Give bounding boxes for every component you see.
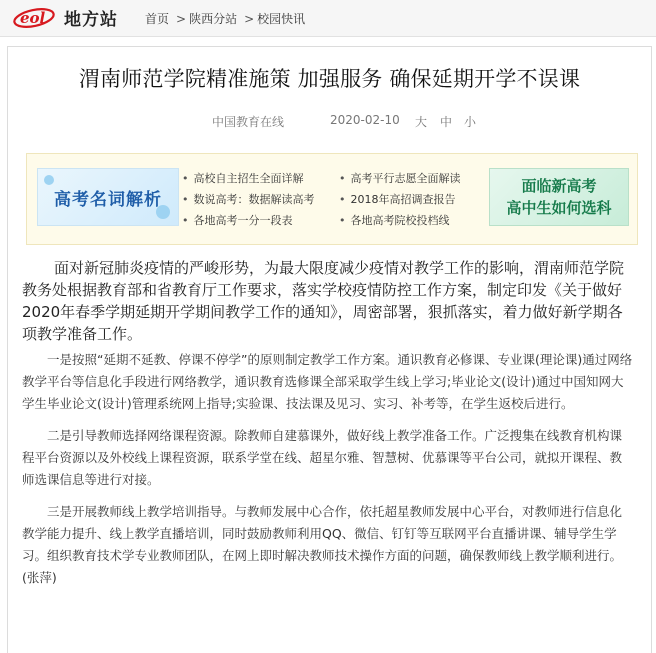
logo-text: 地方站 (64, 9, 118, 30)
promo-link[interactable]: • 各地高考一分一段表 (182, 210, 342, 231)
article-source: 中国教育在线 (212, 115, 285, 129)
promo-link[interactable]: • 2018年高招调查报告 (339, 189, 499, 210)
promo-left-text: 高考名词解析 (54, 190, 162, 210)
promo-link[interactable]: • 数说高考：数据解读高考 (182, 189, 342, 210)
promo-right-banner[interactable] (489, 168, 629, 226)
breadcrumb-campus-news[interactable]: 校园快讯 (257, 12, 306, 26)
site-logo[interactable] (12, 6, 118, 28)
breadcrumb-home[interactable]: 首页 (145, 12, 170, 26)
eol-logo-icon (12, 6, 60, 28)
promo-left-banner[interactable] (37, 168, 179, 226)
promo-banner (26, 153, 638, 245)
font-size-large-button[interactable]: 大 (415, 115, 428, 129)
promo-link[interactable]: • 高校自主招生全面详解 (182, 168, 342, 189)
promo-link[interactable]: • 各地高考院校投档线 (339, 210, 499, 231)
article-paragraph: 三是开展教师线上教学培训指导。与教师发展中心合作，依托超星教师发展中心平台，对教师进行信息化教学能力提升、线上教学直播培训，同时鼓励教师利用QQ、微信、钉钉等互联网平台直播讲课、辅导学生学习。组织教育技术学专业教师团队，在网上即时解决教师技术操作方面的问题，确保教师线上教学顺利进行。(张萍) (22, 504, 623, 585)
breadcrumb-separator: > (244, 12, 255, 26)
article-body (22, 257, 634, 589)
article-title: 渭南师范学院精准施策 加强服务 确保延期开学不误课 (78, 67, 581, 91)
promo-link[interactable]: • 高考平行志愿全面解读 (339, 168, 499, 189)
promo-links-column-1 (182, 168, 342, 231)
breadcrumb (145, 10, 308, 27)
breadcrumb-shaanxi[interactable]: 陕西分站 (189, 12, 238, 26)
promo-links-column-2 (339, 168, 499, 231)
article-date: 2020-02-10 (330, 113, 400, 127)
promo-right-line-2: 高中生如何选科 (506, 199, 612, 217)
breadcrumb-separator: > (176, 12, 187, 26)
article-card (7, 46, 652, 653)
article-paragraph: 面对新冠肺炎疫情的严峻形势，为最大限度减少疫情对教学工作的影响，渭南师范学院教务处根据教育部和省教育厅工作要求，落实学校疫情防控工作方案，制定印发《关于做好2020年春季学期延期开学期间教学工作的通知》，周密部署，狠抓落实，着力做好新学期各项教学准备工作。 (22, 259, 625, 343)
article-paragraph: 一是按照“延期不延教、停课不停学”的原则制定教学工作方案。通识教育必修课、专业课(理论课)通过网络教学平台等信息化手段进行网络教学，通识教育选修课全部采取学生线上学习;毕业论文(设计)通过中国知网大学生毕业论文(设计)管理系统网上指导;实验课、技法课及见习、实习、补考等，在学生返校后进行。 (22, 352, 633, 411)
article-paragraph: 二是引导教师选择网络课程资源。除教师自建慕课外，做好线上教学准备工作。广泛搜集在线教育机构课程平台资源以及外校线上课程资源，联系学堂在线、超星尔雅、智慧树、优慕课等平台公司，就拟开课程、教师选课信息等进行对接。 (22, 428, 623, 487)
decor-dot-icon (44, 175, 54, 185)
font-size-small-button[interactable]: 小 (464, 115, 477, 129)
svg-text:eol: eol (20, 9, 46, 27)
font-size-medium-button[interactable]: 中 (440, 115, 453, 129)
top-bar (0, 0, 656, 37)
promo-right-line-1: 面临新高考 (521, 177, 597, 195)
